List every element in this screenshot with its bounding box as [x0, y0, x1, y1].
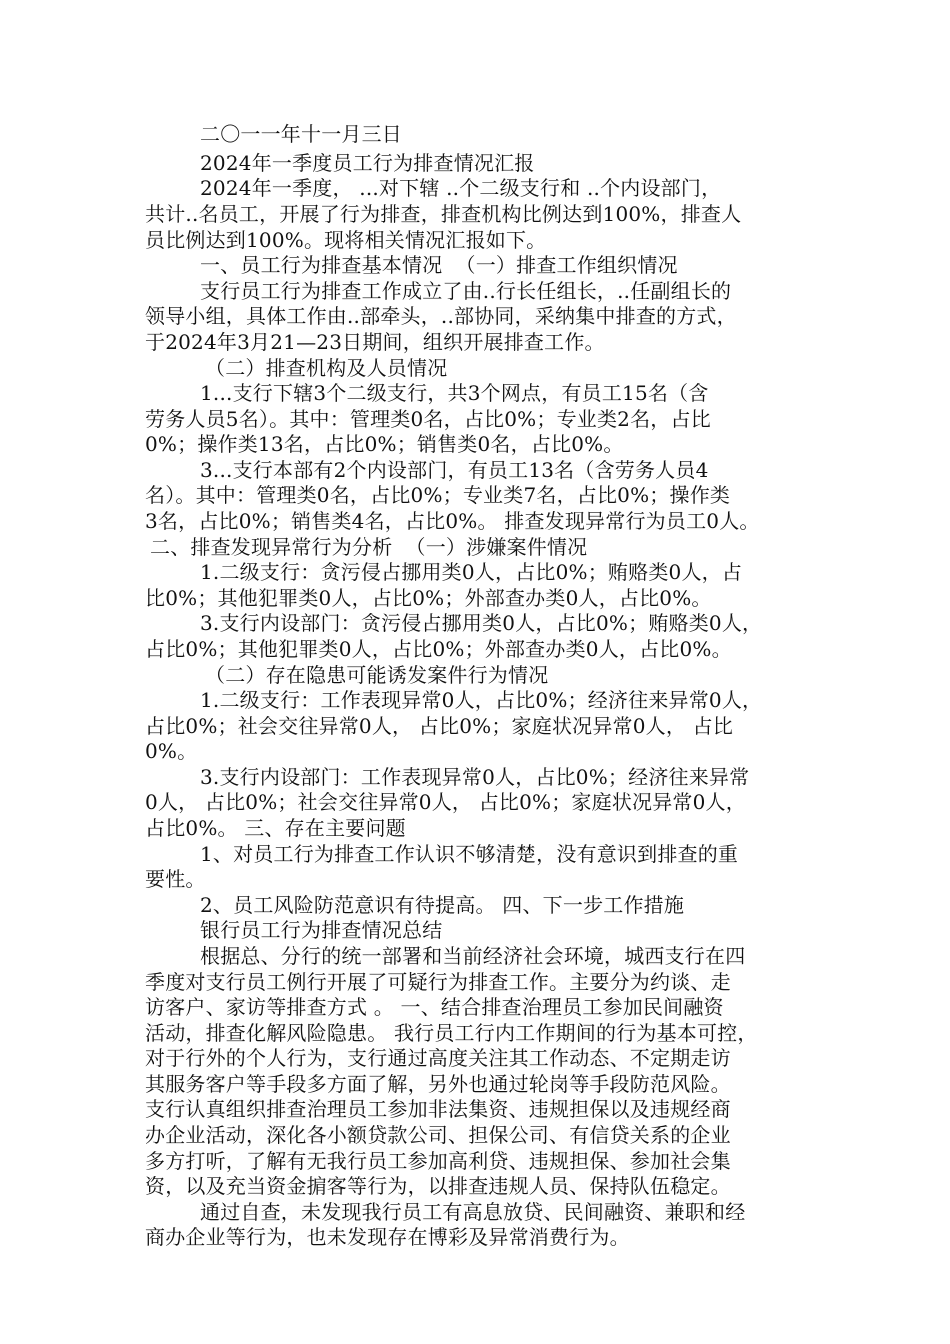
text-line: 3...支行本部有2个内设部门，有员工13名（含劳务人员4: [200, 458, 709, 482]
text-line: 共计..名员工，开展了行为排查，排查机构比例达到100%，排查人: [145, 202, 742, 226]
text-line: 名）。其中：管理类0名，占比0%；专业类7名，占比0%；操作类: [145, 483, 731, 507]
section-heading: 二、排查发现异常行为分析 （一）涉嫌案件情况: [150, 535, 588, 559]
text-line: 1.二级支行：工作表现异常0人，占比0%；经济往来异常0人，: [200, 688, 763, 712]
text-line: 3名，占比0%；销售类4名，占比0%。 排查发现异常行为员工0人。: [145, 509, 760, 533]
text-line: 占比0%；其他犯罪类0人，占比0%；外部查办类0人，占比0%。: [145, 637, 732, 661]
text-line: 0%。: [145, 739, 198, 763]
text-line: 活动，排查化解风险隐患。 我行员工行内工作期间的行为基本可控，: [145, 1021, 758, 1045]
text-line: 办企业活动，深化各小额贷款公司、担保公司、有信贷关系的企业: [145, 1123, 731, 1147]
text-line: 资，以及充当资金掮客等行为，以排查违规人员、保持队伍稳定。: [145, 1174, 731, 1198]
text-line: 1...支行下辖3个二级支行，共3个网点，有员工15名（含: [200, 381, 709, 405]
text-line: 商办企业等行为，也未发现存在博彩及异常消费行为。: [145, 1225, 630, 1249]
text-line: 对于行外的个人行为，支行通过高度关注其工作动态、不定期走访: [145, 1046, 731, 1070]
text-line: 其服务客户等手段多方面了解，另外也通过轮岗等手段防范风险。: [145, 1072, 731, 1096]
text-line: 3.支行内设部门：贪污侵占挪用类0人，占比0%；贿赂类0人，: [200, 611, 763, 635]
subsection-heading: （二）存在隐患可能诱发案件行为情况: [205, 663, 549, 687]
summary-title: 银行员工行为排查情况总结: [200, 918, 443, 942]
text-line: 通过自查，未发现我行员工有高息放贷、民间融资、兼职和经: [200, 1200, 746, 1224]
text-line: 0人， 占比0%；社会交往异常0人， 占比0%；家庭状况异常0人，: [145, 790, 746, 814]
text-line: 占比0%；社会交往异常0人， 占比0%；家庭状况异常0人， 占比: [145, 714, 734, 738]
text-line: 要性。: [145, 867, 206, 891]
text-line: 占比0%。 三、存在主要问题: [145, 816, 406, 840]
text-line: 领导小组，具体工作由..部牵头，..部协同，采纳集中排查的方式，: [145, 304, 737, 328]
text-line: 于2024年3月21—23日期间，组织开展排查工作。: [145, 330, 605, 354]
text-line: 劳务人员5名）。其中：管理类0名，占比0%；专业类2名，占比: [145, 407, 711, 431]
text-line: 访客户、家访等排查方式 。 一、结合排查治理员工参加民间融资: [145, 995, 724, 1019]
text-line: 支行认真组织排查治理员工参加非法集资、违规担保以及违规经商: [145, 1097, 731, 1121]
date-line: 二〇一一年十一月三日: [200, 122, 402, 146]
text-line: 1.二级支行：贪污侵占挪用类0人，占比0%；贿赂类0人，占: [200, 560, 743, 584]
text-line: 员比例达到100%。现将相关情况汇报如下。: [145, 228, 547, 252]
subsection-heading: （二）排查机构及人员情况: [205, 356, 448, 380]
text-line: 支行员工行为排查工作成立了由..行长任组长，..任副组长的: [200, 279, 732, 303]
text-line: 根据总、分行的统一部署和当前经济社会环境，城西支行在四: [200, 944, 746, 968]
text-line: 比0%；其他犯罪类0人，占比0%；外部查办类0人，占比0%。: [145, 586, 712, 610]
text-line: 2、员工风险防范意识有待提高。 四、下一步工作措施: [200, 893, 685, 917]
report-title: 2024年一季度员工行为排查情况汇报: [200, 151, 535, 175]
text-line: 多方打听，了解有无我行员工参加高利贷、违规担保、参加社会集: [145, 1149, 731, 1173]
text-line: 0%；操作类13名，占比0%；销售类0名，占比0%。: [145, 432, 624, 456]
section-heading: 一、员工行为排查基本情况 （一）排查工作组织情况: [200, 253, 678, 277]
text-line: 2024年一季度， ...对下辖 ..个二级支行和 ..个内设部门，: [200, 176, 722, 200]
text-line: 季度对支行员工例行开展了可疑行为排查工作。主要分为约谈、走: [145, 970, 731, 994]
text-line: 3.支行内设部门：工作表现异常0人，占比0%；经济往来异常: [200, 765, 750, 789]
text-line: 1、对员工行为排查工作认识不够清楚，没有意识到排查的重: [200, 842, 739, 866]
